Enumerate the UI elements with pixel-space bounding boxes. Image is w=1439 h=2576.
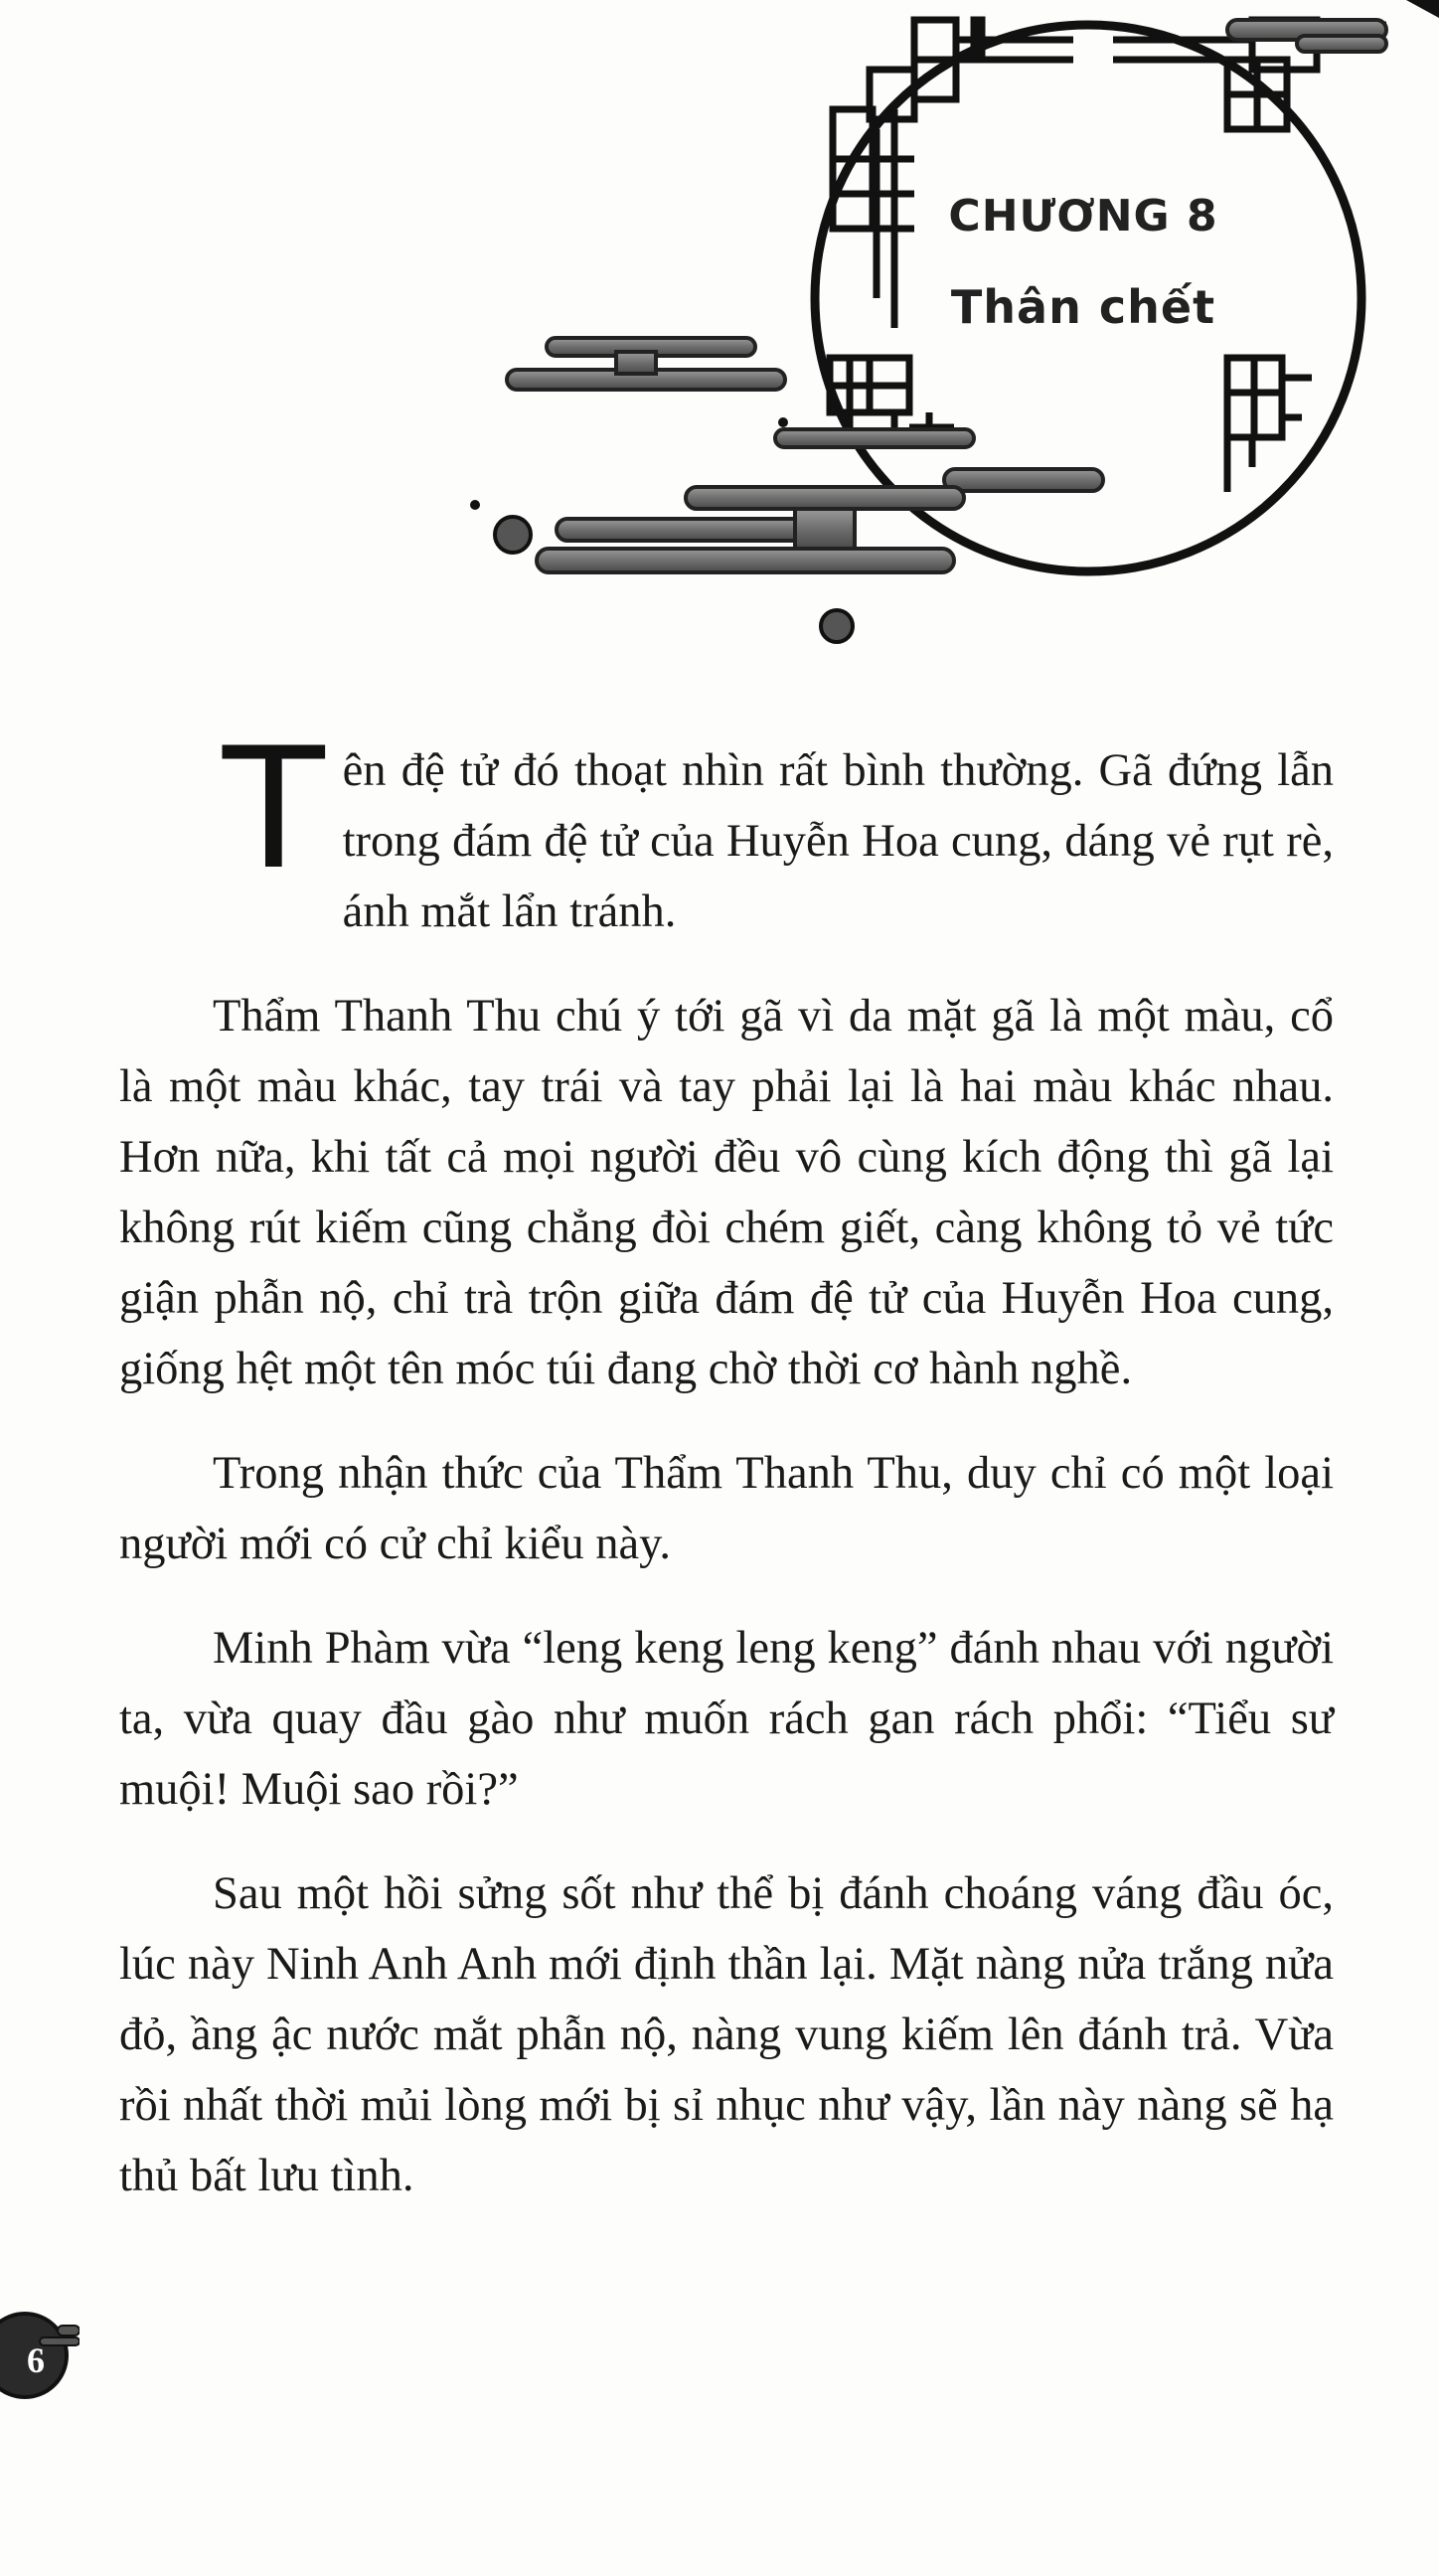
paragraph-2: Thẩm Thanh Thu chú ý tới gã vì da mặt gã là một màu, cổ là một màu khác, tay trái và tay phải lại là hai màu khác nhau. Hơn nữa, khi tất cả mọi người đều vô cùng kích động thì gã lại không rút kiếm cũng chẳng đòi chém giết, càng không tỏ vẻ tức giận phẫn nộ, chỉ trà trộn giữa đám đệ tử của Huyễn Hoa cung, giống hệt một tên móc túi đang chờ thời cơ hành nghề. xyxy=(119,991,1334,1394)
paragraph-1 xyxy=(119,712,1334,947)
ornament-dot-bottom xyxy=(821,610,853,642)
ornament-dot-small xyxy=(778,417,788,427)
ornament-dot-tiny xyxy=(470,500,480,510)
chapter-title: Thân chết xyxy=(950,280,1216,334)
chapter-number: CHƯƠNG 8 xyxy=(948,191,1218,242)
page-number: 6 xyxy=(27,2340,45,2380)
paragraph-3: Trong nhận thức của Thẩm Thanh Thu, duy chỉ có một loại người mới có cử chỉ kiểu này. xyxy=(119,1448,1334,1569)
paragraph-1-text: ên đệ tử đó thoạt nhìn rất bình thường. Gã đứng lẫn trong đám đệ tử của Huyễn Hoa cung, dáng vẻ rụt rè, ánh mắt lẩn tránh. xyxy=(342,745,1334,937)
paragraph-4: Minh Phàm vừa “leng keng leng keng” đánh nhau với người ta, vừa quay đầu gào như muốn rách gan rách phổi: “Tiểu sư muội! Muội sao rồi?” xyxy=(119,1623,1334,1815)
body-text xyxy=(119,712,1334,2245)
drop-cap: T xyxy=(223,712,325,906)
paragraph-5: Sau một hồi sửng sốt như thể bị đánh choáng váng đầu óc, lúc này Ninh Anh Anh mới định thần lại. Mặt nàng nửa trắng nửa đỏ, ầng ậc nước mắt phẫn nộ, nàng vung kiếm lên đánh trả. Vừa rồi nhất thời mủi lòng mới bị sỉ nhục như vậy, lần này nàng sẽ hạ thủ bất lưu tình. xyxy=(119,1868,1334,2201)
chapter-ornament xyxy=(0,0,1439,676)
ornament-dot-left xyxy=(495,517,531,553)
